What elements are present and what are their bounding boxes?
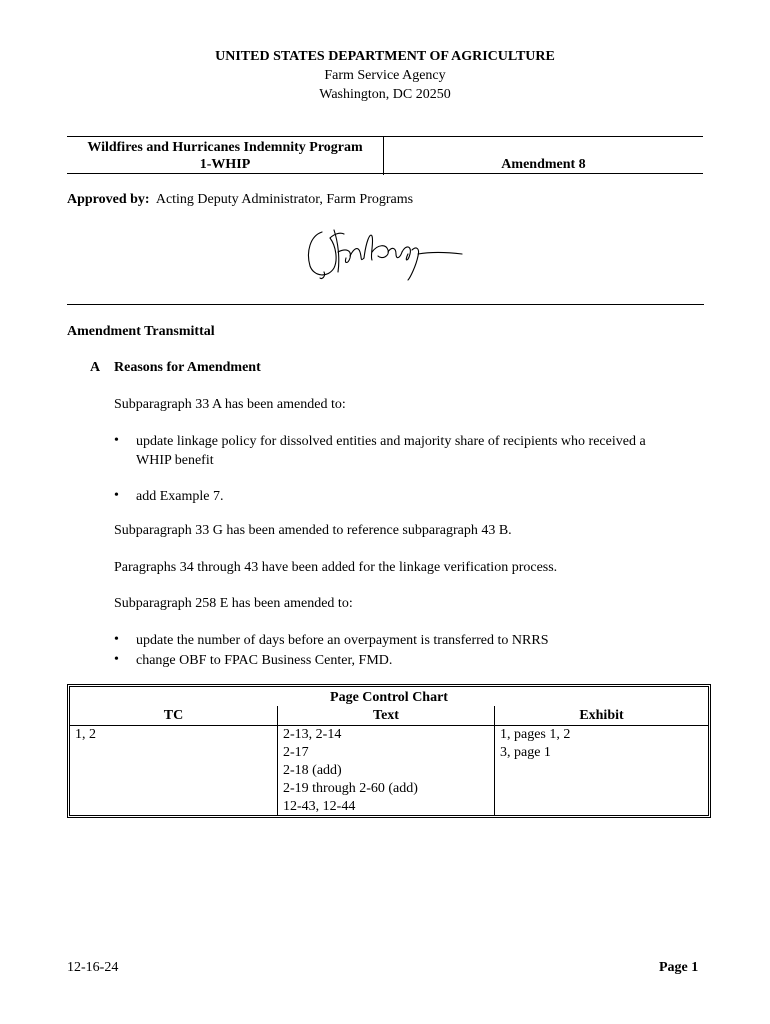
bullet-item: update the number of days before an overpayment is transferred to NRRS (136, 633, 549, 648)
paragraph-2: Subparagraph 33 G has been amended to reference subparagraph 43 B. (114, 523, 512, 538)
column-header-text: Text (373, 708, 399, 723)
paragraph-3: Paragraphs 34 through 43 have been added for the linkage verification process. (114, 560, 558, 575)
bullet-text-line: WHIP benefit (136, 453, 214, 468)
column-header-tc: TC (163, 708, 184, 723)
text-entry: 2-17 (283, 745, 309, 760)
page-control-chart (67, 684, 711, 818)
title-box (67, 136, 703, 174)
bullet-dot: • (114, 652, 119, 667)
bullet-dot: • (114, 632, 119, 647)
department-name: UNITED STATES DEPARTMENT OF AGRICULTURE (215, 49, 555, 64)
text-entry: 12-43, 12-44 (283, 799, 356, 814)
column-divider (494, 706, 495, 815)
transmittal-heading: Amendment Transmittal (67, 324, 215, 339)
text-entry: 2-19 through 2-60 (add) (283, 781, 418, 796)
section-divider (67, 304, 704, 305)
bullet-dot: • (114, 488, 119, 503)
approver-title: Acting Deputy Administrator, Farm Programs (155, 192, 414, 207)
approval-label: Approved by: (67, 192, 150, 207)
agency-location: Washington, DC 20250 (319, 87, 451, 102)
tc-entry: 1, 2 (75, 727, 96, 742)
column-divider (277, 706, 278, 815)
text-cell (283, 726, 418, 816)
exhibit-entry: 1, pages 1, 2 (500, 727, 571, 742)
footer-page-number: Page 1 (659, 960, 699, 975)
text-entry: 2-18 (add) (283, 763, 342, 778)
handbook-number: 1-WHIP (199, 157, 251, 172)
footer-date: 12-16-24 (67, 960, 119, 975)
approval-line (67, 192, 413, 208)
program-title-cell (67, 137, 384, 175)
exhibit-entry: 3, page 1 (500, 745, 551, 760)
section-title: Reasons for Amendment (114, 360, 261, 375)
agency-name: Farm Service Agency (324, 68, 446, 83)
bullet-text-line: update linkage policy for dissolved entities and majority share of recipients who received a (136, 434, 646, 449)
chart-title: Page Control Chart (330, 690, 448, 705)
text-entry: 2-13, 2-14 (283, 727, 342, 742)
program-name: Wildfires and Hurricanes Indemnity Program (87, 140, 363, 155)
amendment-number: Amendment 8 (501, 157, 586, 172)
paragraph-1: Subparagraph 33 A has been amended to: (114, 397, 346, 412)
bullet-dot: • (114, 433, 119, 448)
bullet-item: change OBF to FPAC Business Center, FMD. (136, 653, 393, 668)
tc-cell (75, 726, 96, 744)
exhibit-cell (500, 726, 570, 762)
column-header-exhibit: Exhibit (579, 708, 624, 723)
paragraph-4: Subparagraph 258 E has been amended to: (114, 596, 353, 611)
bullet-item: add Example 7. (136, 489, 224, 504)
bullet-item (136, 432, 646, 470)
signature-image (300, 222, 470, 284)
section-letter: A (90, 360, 101, 375)
